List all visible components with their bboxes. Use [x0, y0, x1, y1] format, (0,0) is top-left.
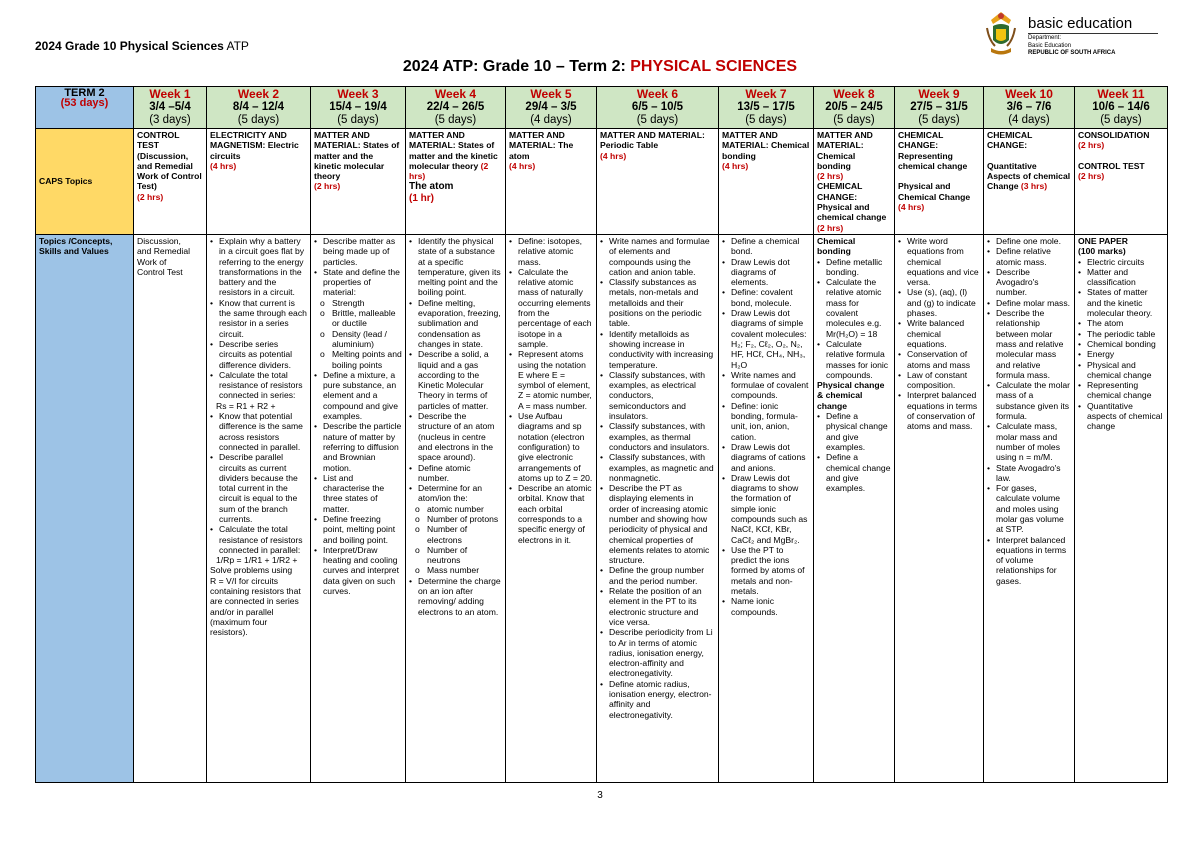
topics-cell-week11: ONE PAPER (100 marks) • Electric circuits • Matter and classification • States of matter and the kinetic molecular theory. • The atom • The periodic table • Chemical bonding • Energy • Physical and chemical change • Representing chemical change • Quantitative aspects of chemical change — [1075, 234, 1168, 782]
caps-cell: MATTER AND MATERIAL: States of matter and the kinetic molecular theory (2 hrs) — [311, 129, 406, 235]
caps-cell: CHEMICAL CHANGE: Representing chemical change Physical and Chemical Change (4 hrs) — [895, 129, 984, 235]
caps-topics-row — [36, 129, 1168, 235]
week-header: Week 3 15/4 – 19/4 (5 days) — [311, 87, 406, 129]
topics-row — [36, 234, 1168, 782]
dbe-logo — [983, 10, 1173, 60]
week-header: Week 1 3/4 –5/4 (3 days) — [134, 87, 207, 129]
caps-cell: ELECTRICITY AND MAGNETISM: Electric circuits (4 hrs) — [207, 129, 311, 235]
topics-cell-week8: Chemical bonding • Define metallic bonding. • Calculate the relative atomic mass for covalent molecules e.g. Mr(H₂O) = 18 • Calculate relative formula masses for ionic compounds. Physical change & chemical change • Define a physical change and give examples. • Define a chemical change and give examples. — [814, 234, 895, 782]
topics-cell-week6: • Write names and formulae of elements and compounds using the cation and anion table. • Classify substances as metals, non-metals and metalloids and their positions on the periodic table. • Identify metalloids as showing increase in conductivity with increasing temperature. • Classify substances, with examples, as electrical conductors, semiconductors and insulators. • Classify substances, with examples, as thermal conductors and insulators. • Classify substances, with examples, as magnetic and nonmagnetic. • Describe the PT as displaying elements in order of increasing atomic number and showing how periodicity of physical and chemical properties of elements relates to atomic structure. • Define the group number and the period number. • Relate the position of an element in the PT to its electronic structure and vice versa. • Describe periodicity from Li to Ar in terms of atomic radius, ionisation energy, electron-affinity and electronegativity. • Define atomic radius, ionisation energy, electron-affinity and electronegativity. — [597, 234, 719, 782]
week-header: Week 6 6/5 – 10/5 (5 days) — [597, 87, 719, 129]
caps-cell: CONTROL TEST (Discussion, and Remedial Work of Control Test) (2 hrs) — [134, 129, 207, 235]
caps-cell: MATTER AND MATERIAL: The atom (4 hrs) — [506, 129, 597, 235]
week-header: Week 11 10/6 – 14/6 (5 days) — [1075, 87, 1168, 129]
topics-cell-week9: • Write word equations from chemical equations and vice versa. • Use (s), (aq), (l) and (g) to indicate phases. • Write balanced chemical equations. • Conservation of atoms and mass • Law of constant composition. • Interpret balanced equations in terms of conservation of atoms and mass. — [895, 234, 984, 782]
topics-cell-week4: • Identify the physical state of a substance at a specific temperature, given its melting point and the boiling point. • Define melting, evaporation, freezing, sublimation and condensation as changes in state. • Describe a solid, a liquid and a gas according to the Kinetic Molecular Theory in terms of particles of matter. • Describe the structure of an atom (nucleus in centre and electrons in the space around). • Define atomic number. • Determine for an atom/ion the: o atomic number o Number of protons o Number of electrons o Number of neutrons o Mass number • Determine the charge on an ion after removing/ adding electrons to an atom. — [406, 234, 506, 782]
page-number: 3 — [597, 790, 603, 801]
caps-cell: MATTER AND MATERIAL: Chemical bonding (2 hrs) CHEMICAL CHANGE: Physical and chemical change (2 hrs) — [814, 129, 895, 235]
logo-divider — [1028, 33, 1158, 34]
topics-cell-week3: • Describe matter as being made up of particles. • State and define the properties of material: o Strength o Brittle, malleable or ductile o Density (lead / aluminium) o Melting points and boiling points • Define a mixture, a pure substance, an element and a compound and give examples. • Describe the particle nature of matter by referring to diffusion and Brownian motion. • List and characterise the three states of matter. • Define freezing point, melting point and boiling point. • Interpret/Draw heating and cooling curves and interpret data given on such curves. — [311, 234, 406, 782]
logo-title: basic education — [1028, 15, 1133, 32]
atp-table — [35, 86, 1168, 783]
week-header: Week 7 13/5 – 17/5 (5 days) — [719, 87, 814, 129]
document-header — [35, 39, 249, 53]
week-header: Week 2 8/4 – 12/4 (5 days) — [207, 87, 311, 129]
doc-title-rest: ATP — [223, 39, 249, 53]
week-header: Week 10 3/6 – 7/6 (4 days) — [984, 87, 1075, 129]
topics-cell-week10: • Define one mole. • Define relative atomic mass. • Describe Avogadro's number. • Define molar mass. • Describe the relationship between molar mass and relative molecular mass and relative formula mass. • Calculate the molar mass of a substance given its formula. • Calculate mass, molar mass and number of moles using n = m/M. • State Avogadro's law. • For gases, calculate volume and moles using molar gas volume at STP. • Interpret balanced equations in terms of volume relationships for gases. — [984, 234, 1075, 782]
week-header: Week 9 27/5 – 31/5 (5 days) — [895, 87, 984, 129]
caps-topics-label: CAPS Topics — [36, 129, 134, 235]
caps-cell: MATTER AND MATERIAL: Chemical bonding (4 hrs) — [719, 129, 814, 235]
week-header: Week 4 22/4 – 26/5 (5 days) — [406, 87, 506, 129]
topics-label: Topics /Concepts, Skills and Values — [36, 234, 134, 782]
week-header: Week 5 29/4 – 3/5 (4 days) — [506, 87, 597, 129]
coat-of-arms-icon — [983, 10, 1019, 58]
topics-cell-week1: Discussion, and Remedial Work of Control Test — [134, 234, 207, 782]
caps-cell: CHEMICAL CHANGE: Quantitative Aspects of chemical Change (3 hrs) — [984, 129, 1075, 235]
logo-subtitle: Department: Basic Education REPUBLIC OF SOUTH AFRICA — [1028, 35, 1116, 56]
caps-cell: CONSOLIDATION (2 hrs) CONTROL TEST (2 hrs) — [1075, 129, 1168, 235]
page-title: 2024 ATP: Grade 10 – Term 2: PHYSICAL SCIENCES — [402, 58, 798, 75]
topics-cell-week7: • Define a chemical bond. • Draw Lewis dot diagrams of elements. • Define: covalent bond, molecule. • Draw Lewis dot diagrams of simple covalent molecules: H₂; F₂, Cℓ₂, O₂, N₂, HF, HCℓ, CH₄, NH₃, H₂O • Write names and formulae of covalent compounds. • Define: ionic bonding, formula-unit, ion, anion, cation. • Draw Lewis dot diagrams of cations and anions. • Draw Lewis dot diagrams to show the formation of simple ionic compounds such as NaCℓ, KCℓ, KBr, CaCℓ₂ and MgBr₂. • Use the PT to predict the ions formed by atoms of metals and non-metals. • Name ionic compounds. — [719, 234, 814, 782]
doc-title-bold: 2024 Grade 10 Physical Sciences — [35, 39, 224, 53]
week-header-row — [36, 87, 1168, 129]
topics-cell-week2: • Explain why a battery in a circuit goes flat by referring to the energy transformations in the battery and the resistors in a circuit. • Know that current is the same through each resistor in a series circuit. • Describe series circuits as potential difference dividers. • Calculate the total resistance of resistors connected in series: Rs = R1 + R2 + • Know that potential difference is the same across resistors connected in parallel. • Describe parallel circuits as current dividers because the total current in the circuit is equal to the sum of the branch currents. • Calculate the total resistance of resistors connected in parallel: 1/Rp = 1/R1 + 1/R2 + Solve problems using R = V/I for circuits containing resistors that are connected in series and/or in parallel (maximum four resistors). — [207, 234, 311, 782]
topics-cell-week5: • Define: isotopes, relative atomic mass. • Calculate the relative atomic mass of naturally occurring elements from the percentage of each isotope in a sample. • Represent atoms using the notation E where E = symbol of element, Z = atomic number, A = mass number. • Use Aufbau diagrams and sp notation (electron configuration) to give electronic arrangements of atoms up to Z = 20. • Describe an atomic orbital. Know that each orbital corresponds to a specific energy of electrons in it. — [506, 234, 597, 782]
week-header: Week 8 20/5 – 24/5 (5 days) — [814, 87, 895, 129]
term-cell: TERM 2 (53 days) — [36, 87, 134, 129]
caps-cell: MATTER AND MATERIAL: States of matter and the kinetic molecular theory (2 hrs) The atom (1 hr) — [406, 129, 506, 235]
caps-cell: MATTER AND MATERIAL: Periodic Table (4 hrs) — [597, 129, 719, 235]
